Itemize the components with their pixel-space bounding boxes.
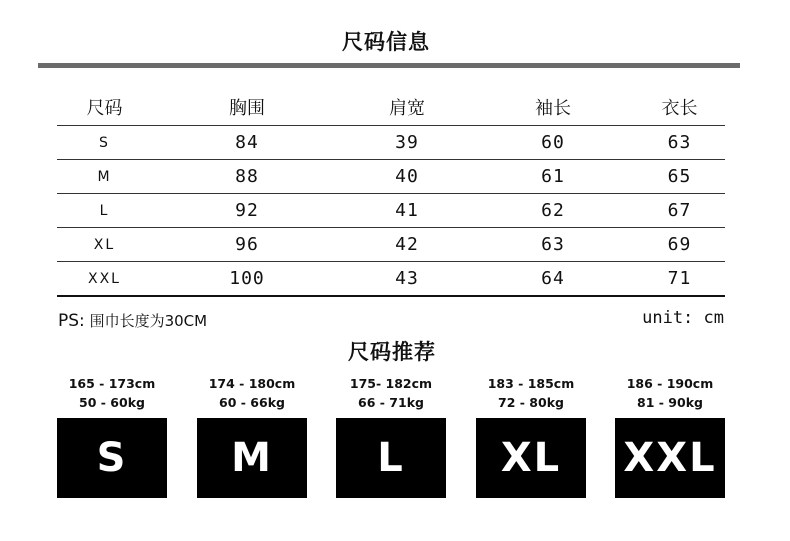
header-sleeve: 袖长 [472,89,634,126]
weight-range: 66 - 71kg [358,395,424,410]
table-cell: 65 [634,160,725,194]
table-cell: 67 [634,194,725,228]
recommend-title: 尺码推荐 [348,340,436,364]
table-cell: 69 [634,228,725,262]
table-cell: 63 [472,228,634,262]
table-cell: XXL [57,262,152,297]
recommend-card-xl [475,374,587,498]
recommend-card-l [335,374,447,498]
ps-note [58,310,207,331]
table-cell: 92 [152,194,342,228]
height-range: 186 - 190cm [626,376,714,391]
weight-range: 81 - 90kg [637,395,703,410]
table-cell: 64 [472,262,634,297]
table-cell: M [57,160,152,194]
header-size: 尺码 [57,89,152,126]
table-header-row [57,89,725,126]
size-badge: M [197,418,307,498]
weight-range: 72 - 80kg [498,395,564,410]
table-cell: 62 [472,194,634,228]
recommend-card-s [56,374,168,498]
table-row [57,160,725,194]
recommend-card-m [196,374,308,498]
table-row [57,194,725,228]
header-length: 衣长 [634,89,725,126]
ps-text: 围巾长度为30CM [89,312,208,330]
table-cell: 61 [472,160,634,194]
table-cell: 60 [472,126,634,160]
size-badge: L [336,418,446,498]
size-table [57,89,725,297]
table-cell: S [57,126,152,160]
table-cell: XL [57,228,152,262]
weight-range: 60 - 66kg [219,395,285,410]
height-range: 183 - 185cm [487,376,575,391]
table-cell: 100 [152,262,342,297]
table-row [57,262,725,297]
table-cell: 63 [634,126,725,160]
recommend-card-xxl [614,374,726,498]
table-cell: 84 [152,126,342,160]
size-badge: XXL [615,418,725,498]
page-title: 尺码信息 [342,30,430,54]
height-range: 165 - 173cm [68,376,156,391]
table-cell: 40 [342,160,472,194]
table-cell: 88 [152,160,342,194]
table-cell: 96 [152,228,342,262]
height-range: 174 - 180cm [208,376,296,391]
table-cell: 39 [342,126,472,160]
table-cell: L [57,194,152,228]
table-cell: 43 [342,262,472,297]
header-shoulder: 肩宽 [342,89,472,126]
table-row [57,228,725,262]
ps-label: PS: [58,311,85,331]
size-badge: S [57,418,167,498]
unit-note: unit: cm [642,308,724,328]
size-badge: XL [476,418,586,498]
table-cell: 42 [342,228,472,262]
table-row [57,126,725,160]
title-divider [38,63,740,68]
table-cell: 41 [342,194,472,228]
weight-range: 50 - 60kg [79,395,145,410]
table-cell: 71 [634,262,725,297]
height-range: 175- 182cm [349,376,433,391]
header-chest: 胸围 [152,89,342,126]
